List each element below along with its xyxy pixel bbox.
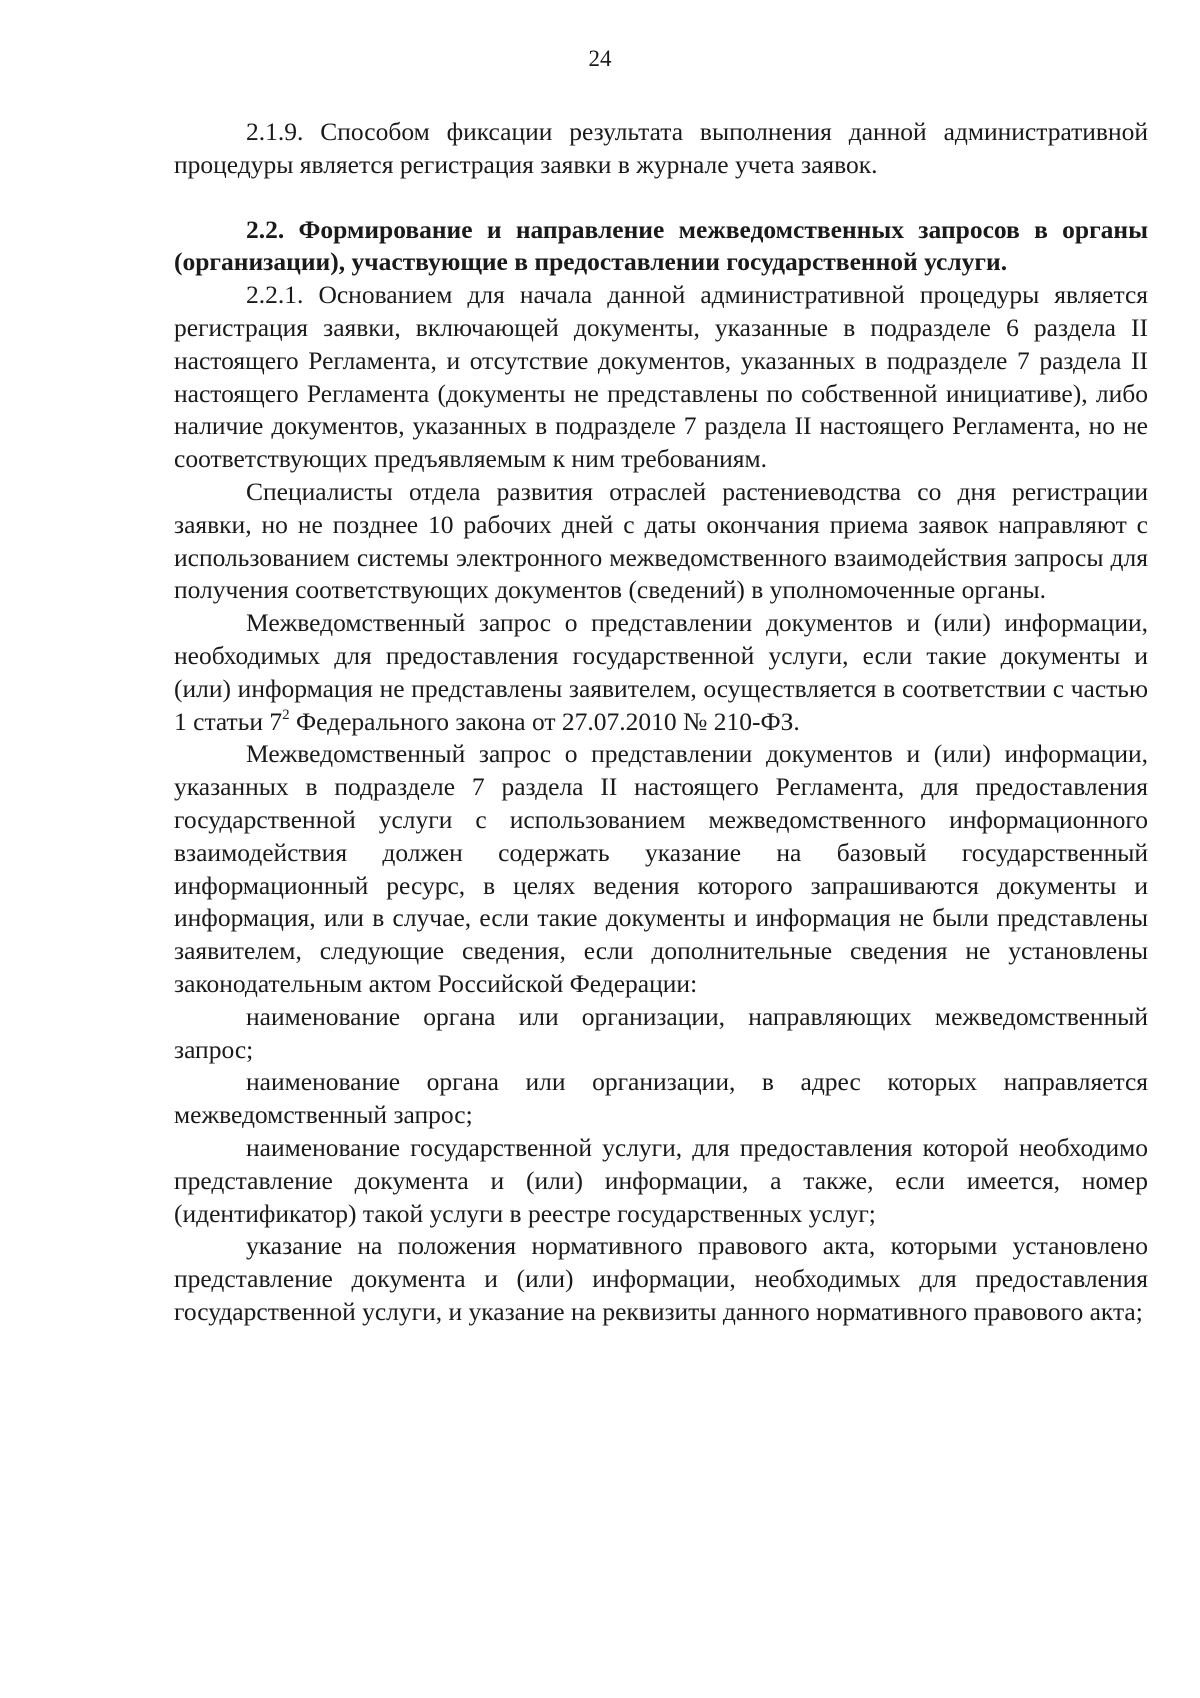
request-law-text: Межведомственный запрос о представлении документов и (или) информации, необходимых для предоставления государственной услуги, если такие документы и (или) информация не представлены заявителем, осуществляется в соответствии с частью 1 статьи 7 — [174, 608, 1148, 736]
page-number: 24 — [588, 46, 612, 71]
paragraph-specialists: Специалисты отдела развития отраслей растениеводства со дня регистрации заявки, но не позднее 10 рабочих дней с даты окончания приема заявок направляют с использованием системы электронного межведомственного взаимодействия запросы для получения соответствующих документов (сведений) в уполномоченные органы. — [174, 476, 1148, 605]
list-item-recipient-name: наименование органа или организации, в адрес которых направляется межведомственный запрос; — [174, 1067, 1148, 1130]
paragraph-interagency-request-contents: Межведомственный запрос о представлении документов и (или) информации, указанных в подразделе 7 раздела II настоящего Регламента, для предоставления государственной услуги с использованием межведомственного информационного взаимодействия должен содержать указание на базовый государственный информационный ресурс, в целях ведения которого запрашиваются документы и информация, или в случае, если такие документы и информация не были представлены заявителем, следующие сведения, если дополнительные сведения не установлены законодательным актом Российской Федерации: — [174, 739, 1148, 998]
list-item-sender-name: наименование органа или организации, направляющих межведомственный запрос; — [174, 1001, 1148, 1064]
article-superscript: 2 — [282, 706, 290, 723]
paragraph-interagency-request-law — [174, 607, 1148, 738]
section-heading-2-2: 2.2. Формирование и направление межведомственных запросов в органы (организации), участвующие в предоставлении государственной услуги. — [174, 214, 1148, 277]
request-law-text-end: Федерального закона от 27.07.2010 № 210-ФЗ. — [289, 706, 800, 736]
list-item-legal-act: указание на положения нормативного правового акта, которыми установлено представление документа и (или) информации, необходимых для предоставления государственной услуги, и указание на реквизиты данного нормативного правового акта; — [174, 1231, 1148, 1326]
paragraph-2-1-9: 2.1.9. Способом фиксации результата выполнения данной административной процедуры является регистрация заявки в журнале учета заявок. — [174, 117, 1148, 179]
document-body — [174, 116, 1148, 1329]
list-item-service-name: наименование государственной услуги, для предоставления которой необходимо представление документа и (или) информации, а также, если имеется, номер (идентификатор) такой услуги в реестре государственных услуг; — [174, 1132, 1148, 1228]
paragraph-2-2-1: 2.2.1. Основанием для начала данной административной процедуры является регистрация заявки, включающей документы, указанные в подразделе 6 раздела II настоящего Регламента, и отсутствие документов, указанных в подразделе 7 раздела II настоящего Регламента (документы не представлены по собственной инициативе), либо наличие документов, указанных в подразделе 7 раздела II настоящего Регламента, но не соответствующих предъявляемым к ним требованиям. — [174, 280, 1148, 474]
